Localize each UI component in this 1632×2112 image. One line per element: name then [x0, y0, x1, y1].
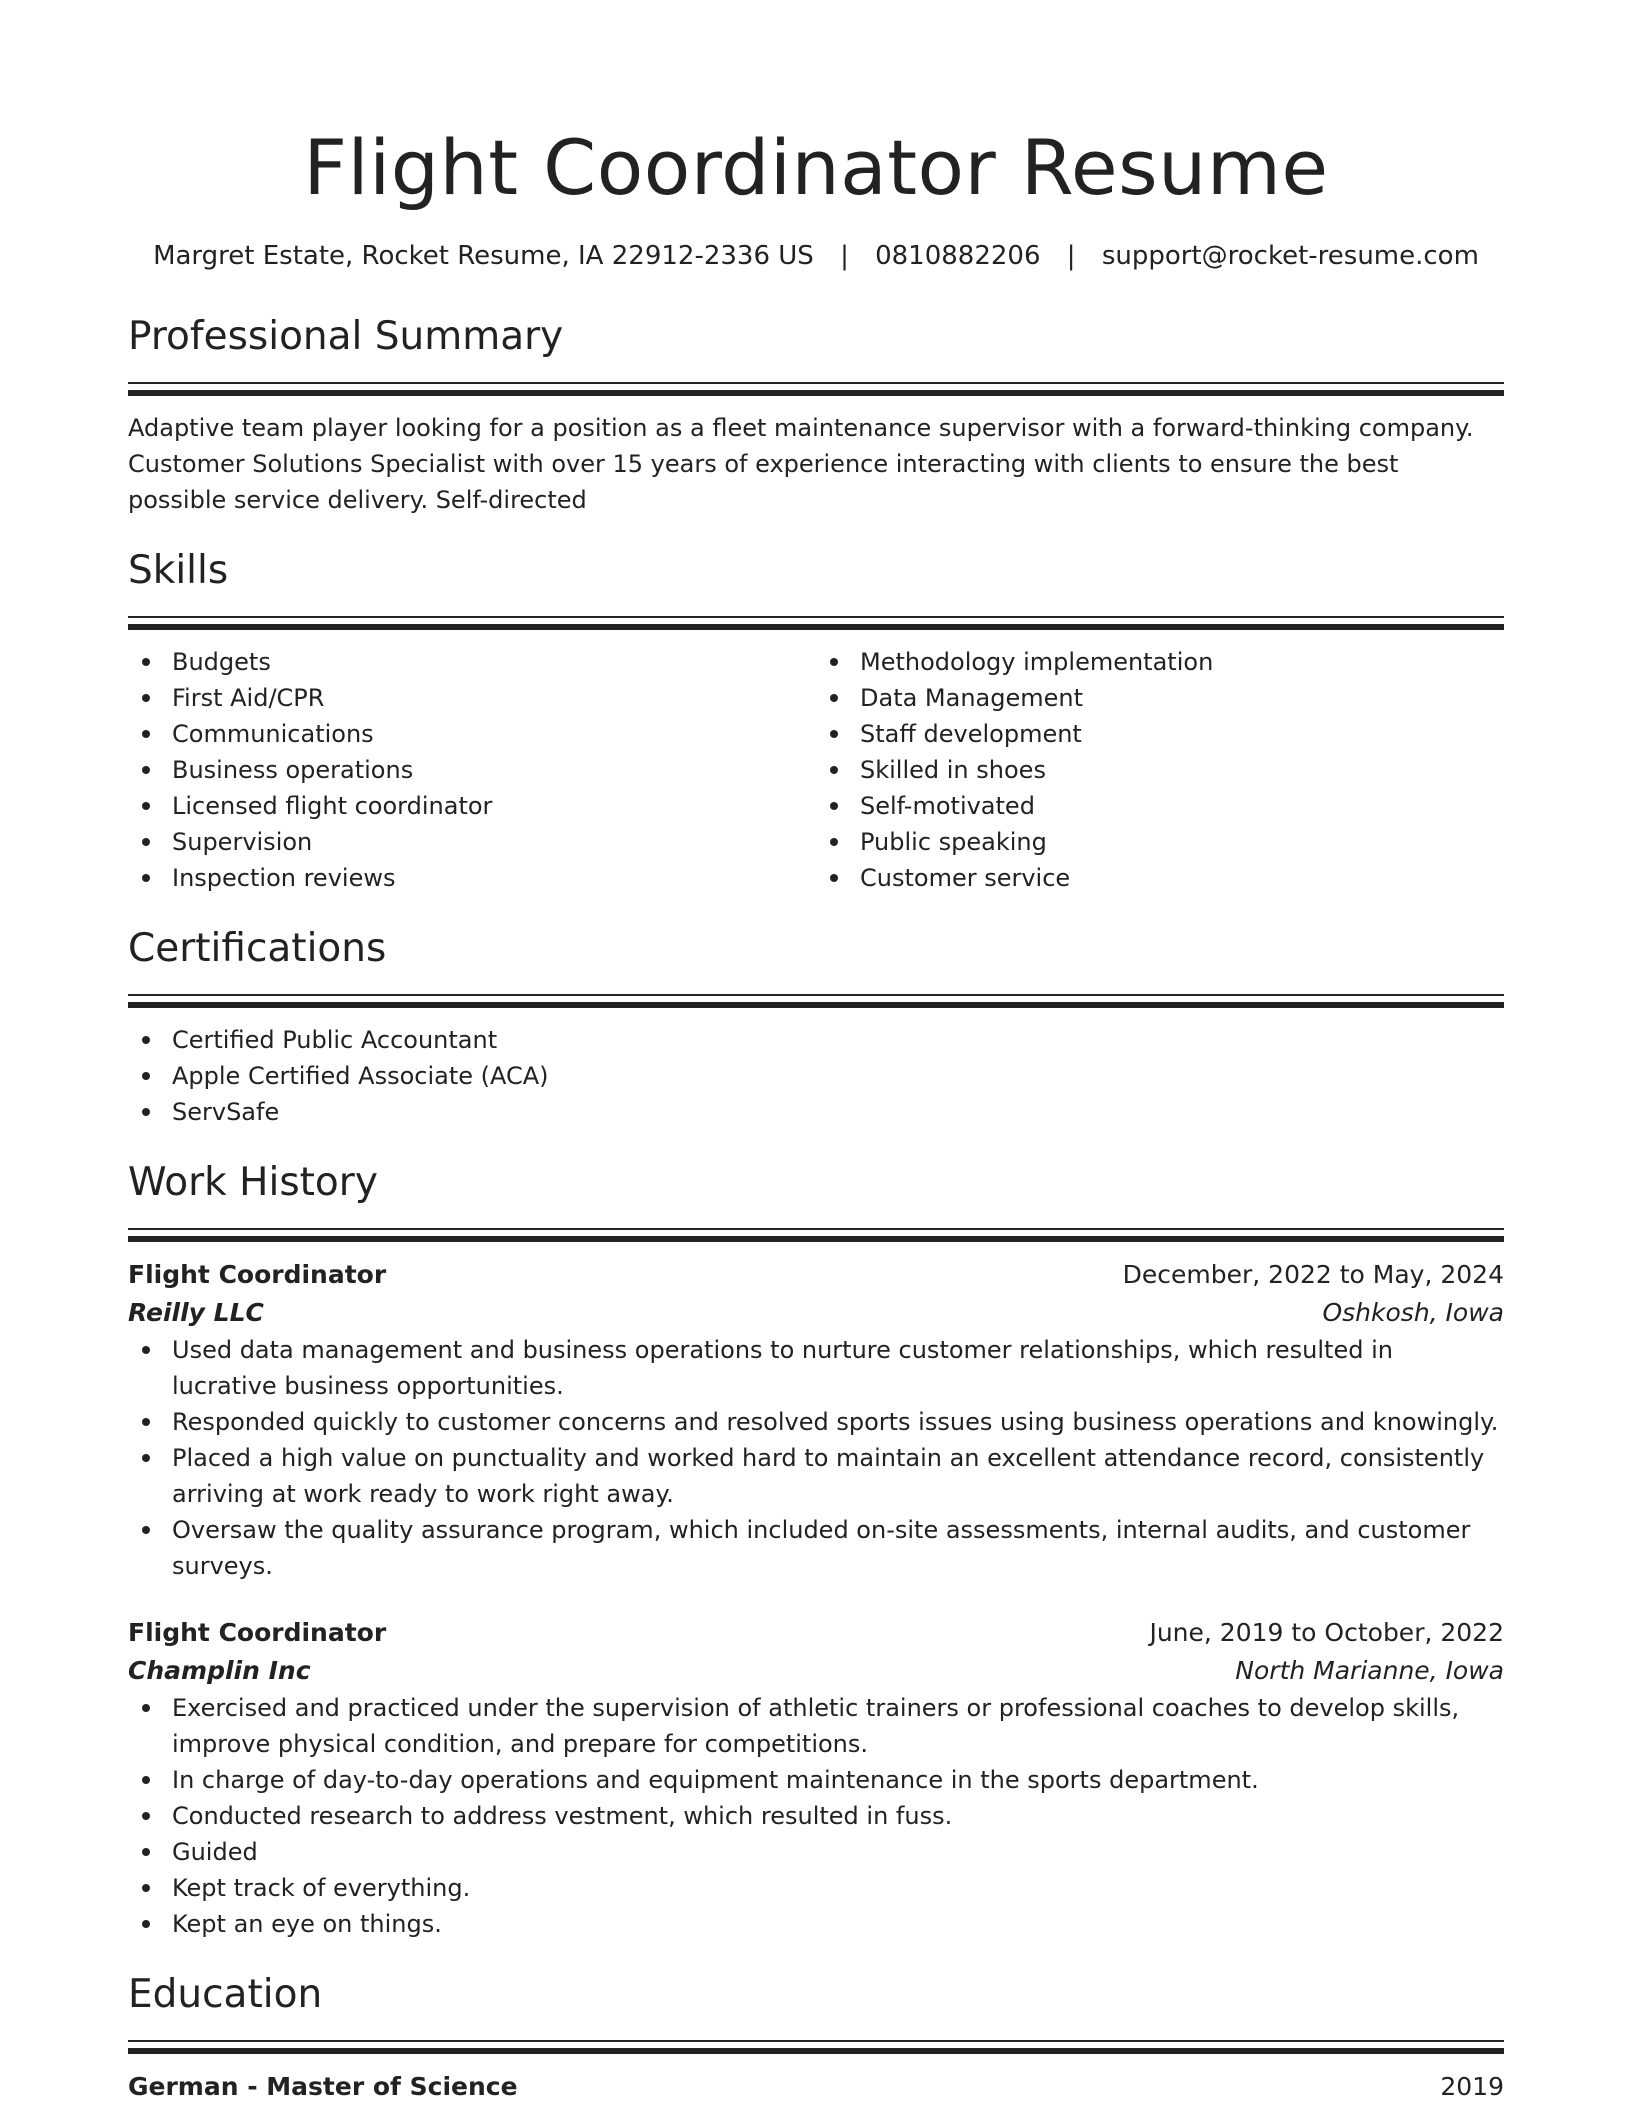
section-divider [128, 2040, 1504, 2054]
contact-phone: 0810882206 [875, 241, 1041, 271]
skill-item: First Aid/CPR [172, 680, 816, 716]
job-company: Champlin Inc [128, 1656, 311, 1685]
section-work-history [128, 1156, 1504, 1942]
job-entry [128, 1614, 1504, 1942]
job-bullet: In charge of day-to-day operations and equipment maintenance in the sports department. [172, 1762, 1504, 1798]
skill-item: Business operations [172, 752, 816, 788]
contact-line [128, 238, 1504, 274]
section-education [128, 1968, 1504, 2106]
skill-item: Communications [172, 716, 816, 752]
skill-item: Self-motivated [860, 788, 1504, 824]
job-location: Oshkosh, Iowa [1322, 1298, 1504, 1327]
job-header-row [128, 1614, 1504, 1652]
skill-item: Public speaking [860, 824, 1504, 860]
section-summary [128, 310, 1504, 518]
section-heading-skills: Skills [128, 548, 229, 593]
job-bullet: Exercised and practiced under the supervision of athletic trainers or professional coaches to develop skills, improve physical condition, and prepare for competitions. [172, 1690, 1504, 1762]
section-divider [128, 616, 1504, 630]
certification-item: Apple Certified Associate (ACA) [172, 1058, 1504, 1094]
skill-item: Customer service [860, 860, 1504, 896]
certification-item: ServSafe [172, 1094, 1504, 1130]
skill-item: Budgets [172, 644, 816, 680]
skill-item: Skilled in shoes [860, 752, 1504, 788]
section-certifications [128, 922, 1504, 1130]
skills-list-left [128, 644, 816, 896]
job-bullet: Used data management and business operations to nurture customer relationships, which resulted in lucrative business opportunities. [172, 1332, 1504, 1404]
job-bullet: Kept an eye on things. [172, 1906, 1504, 1942]
skills-grid [128, 644, 1504, 896]
contact-separator: | [840, 241, 849, 271]
job-bullet: Oversaw the quality assurance program, which included on-site assessments, internal audits, and customer surveys. [172, 1512, 1504, 1584]
job-bullets [128, 1332, 1504, 1584]
page-title: Flight Coordinator Resume [303, 123, 1329, 212]
job-subheader-row [128, 1294, 1504, 1332]
job-bullet: Conducted research to address vestment, which resulted in fuss. [172, 1798, 1504, 1834]
job-subheader-row [128, 1652, 1504, 1690]
skills-column-right [816, 644, 1504, 896]
job-bullets [128, 1690, 1504, 1942]
skill-item: Inspection reviews [172, 860, 816, 896]
education-degree: German - Master of Science [128, 2072, 518, 2101]
job-bullet: Responded quickly to customer concerns and resolved sports issues using business operations and knowingly. [172, 1404, 1504, 1440]
job-entry [128, 1256, 1504, 1584]
section-divider [128, 994, 1504, 1008]
summary-text: Adaptive team player looking for a position as a fleet maintenance supervisor with a forward-thinking company. Customer Solutions Specialist with over 15 years of experience interacting with clients to ensure the best possible service delivery. Self-directed [128, 414, 1474, 514]
job-bullet: Placed a high value on punctuality and worked hard to maintain an excellent attendance record, consistently arriving at work ready to work right away. [172, 1440, 1504, 1512]
job-title: Flight Coordinator [128, 1618, 387, 1647]
contact-address: Margret Estate, Rocket Resume, IA 22912-2336 US [153, 241, 814, 271]
section-heading-summary: Professional Summary [128, 314, 564, 359]
job-bullet: Guided [172, 1834, 1504, 1870]
contact-separator: | [1066, 241, 1076, 271]
job-title: Flight Coordinator [128, 1260, 387, 1289]
job-dates: December, 2022 to May, 2024 [1122, 1260, 1504, 1289]
section-skills [128, 544, 1504, 896]
skill-item: Supervision [172, 824, 816, 860]
skill-item: Methodology implementation [860, 644, 1504, 680]
skill-item: Staff development [860, 716, 1504, 752]
education-year: 2019 [1440, 2072, 1504, 2101]
skill-item: Licensed flight coordinator [172, 788, 816, 824]
job-bullet: Kept track of everything. [172, 1870, 1504, 1906]
section-heading-education: Education [128, 1972, 323, 2017]
section-divider [128, 1228, 1504, 1242]
job-dates: June, 2019 to October, 2022 [1149, 1618, 1504, 1647]
skill-item: Data Management [860, 680, 1504, 716]
certifications-list [128, 1022, 1504, 1130]
section-divider [128, 382, 1504, 396]
section-heading-certifications: Certifications [128, 926, 387, 971]
skills-list-right [816, 644, 1504, 896]
contact-email: support@rocket-resume.com [1101, 241, 1479, 271]
job-header-row [128, 1256, 1504, 1294]
skills-column-left [128, 644, 816, 896]
section-heading-work-history: Work History [128, 1160, 378, 1205]
education-row [128, 2068, 1504, 2106]
job-company: Reilly LLC [128, 1298, 264, 1327]
job-location: North Marianne, Iowa [1235, 1656, 1504, 1685]
certification-item: Certified Public Accountant [172, 1022, 1504, 1058]
